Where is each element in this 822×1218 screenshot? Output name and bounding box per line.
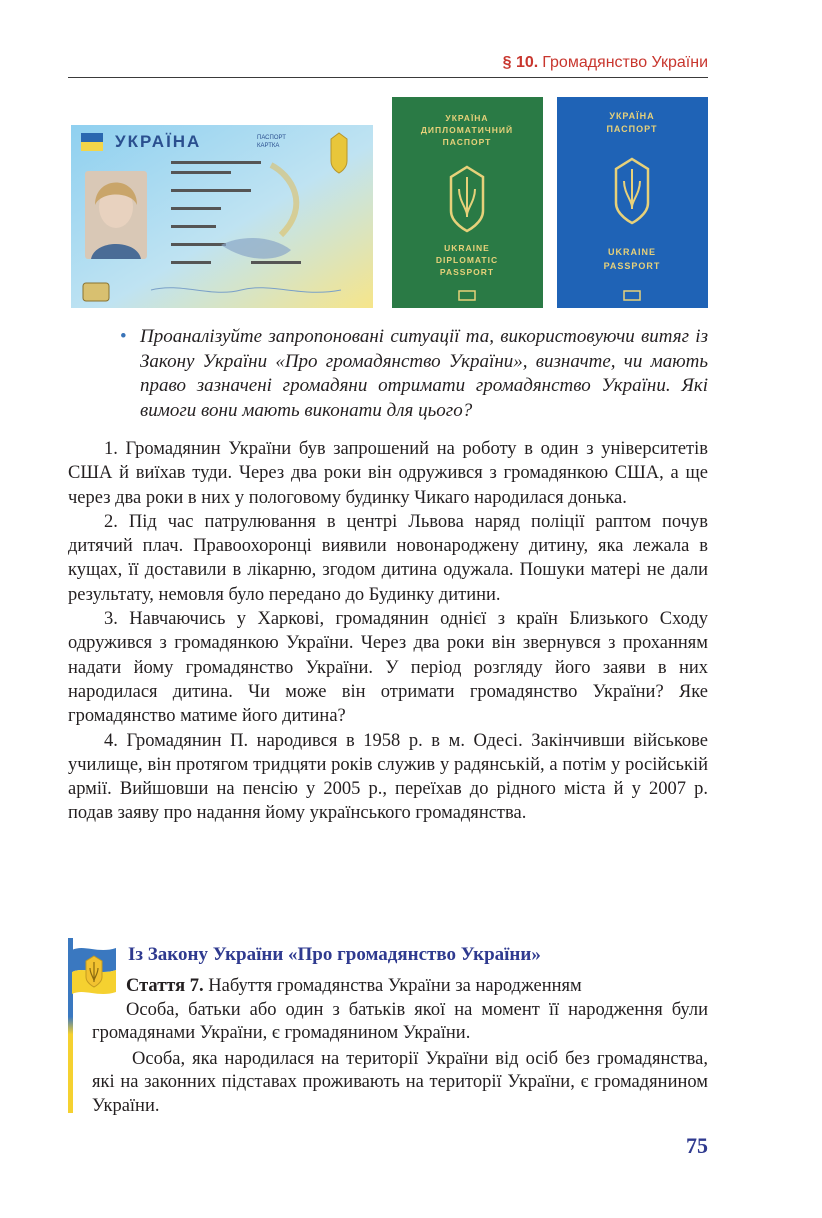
- situations-list: [68, 437, 708, 826]
- article-title: Набуття громадянства України за народженням: [208, 976, 582, 996]
- svg-text:UKRAINE: UKRAINE: [444, 243, 490, 253]
- situation-2: 2. Під час патрулювання в центрі Львова наряд поліції раптом почув дитячий плач. Правоохоронці виявили новонароджену дитину, яка лежала в кущах, її доставили в лікарню, згодом дитина одужала. Пошуки матері не дали результату, немовля було передано до Будинку дитини.: [68, 511, 708, 605]
- law-text: [92, 975, 708, 1118]
- svg-text:PASSPORT: PASSPORT: [439, 267, 495, 277]
- article-label: Стаття 7.: [126, 976, 204, 996]
- svg-text:УКРАЇНА: УКРАЇНА: [115, 132, 202, 151]
- svg-text:ПАСПОРТ: ПАСПОРТ: [442, 137, 492, 147]
- law-title: Із Закону України «Про громадянство України»: [128, 944, 541, 965]
- situation-3: 3. Навчаючись у Харкові, громадянин однієї з країн Близького Сходу одружився з громадянкою України. Через два роки він звернувся з проханням надати йому громадянство України. У період розгляду його заяви в них народилася дитина. Чи може він отримати громадянство України? Яке громадянство матиме його дитина?: [68, 609, 708, 727]
- svg-text:PASSPORT: PASSPORT: [603, 261, 661, 271]
- situation-4: 4. Громадянин П. народився в 1958 р. в м. Одесі. Закінчивши військове училище, він протягом тридцяти років служив у радянській, а потім у російській армії. Вийшовши на пенсію у 2005 р., переїхав до рідного міста й у 2007 р. подав заяву про надання йому українського громадянства.: [68, 730, 708, 824]
- task-text: Проаналізуйте запропоновані ситуації та, використовуючи витяг із Закону України «Про громадянство України», визначте, чи мають право зазначені громадяни отримати громадянство України. Які вимоги вони мають виконати для цього?: [140, 326, 708, 421]
- diplomatic-passport-image: [392, 97, 543, 308]
- svg-text:ПАСПОРТ: ПАСПОРТ: [606, 124, 658, 134]
- page-number: 75: [686, 1133, 708, 1158]
- id-card-image: [71, 125, 373, 308]
- running-header: [68, 54, 708, 78]
- law-paragraph-1: Особа, батьки або один з батьків якої на момент її народження були громадянами України, є громадянином України.: [92, 999, 708, 1043]
- article-line: [92, 975, 708, 999]
- task-prompt: [120, 325, 708, 423]
- svg-text:УКРАЇНА: УКРАЇНА: [609, 111, 655, 121]
- svg-text:DIPLOMATIC: DIPLOMATIC: [435, 255, 499, 265]
- svg-text:UKRAINE: UKRAINE: [607, 247, 657, 257]
- bullet-icon: •: [120, 326, 127, 347]
- svg-text:ДИПЛОМАТИЧНИЙ: ДИПЛОМАТИЧНИЙ: [420, 125, 514, 135]
- section-title: Громадянство України: [542, 54, 708, 71]
- passport-image: [557, 97, 708, 308]
- svg-text:УКРАЇНА: УКРАЇНА: [445, 113, 489, 123]
- situation-1: 1. Громадянин України був запрошений на роботу в один з університетів США й виїхав туди. Через два роки він одружився з громадянкою США, а ще через два роки в них у пологовому будинку Чикаго народилася донька.: [68, 439, 708, 508]
- law-paragraph-2: Особа, яка народилася на території України від осіб без громадянства, які на законних підставах проживають на території України, є громадянином України.: [92, 1048, 708, 1116]
- svg-text:КАРТКА: КАРТКА: [257, 143, 280, 149]
- svg-text:ПАСПОРТ: ПАСПОРТ: [257, 135, 286, 141]
- section-number: § 10.: [502, 54, 539, 71]
- law-excerpt: [68, 938, 708, 1116]
